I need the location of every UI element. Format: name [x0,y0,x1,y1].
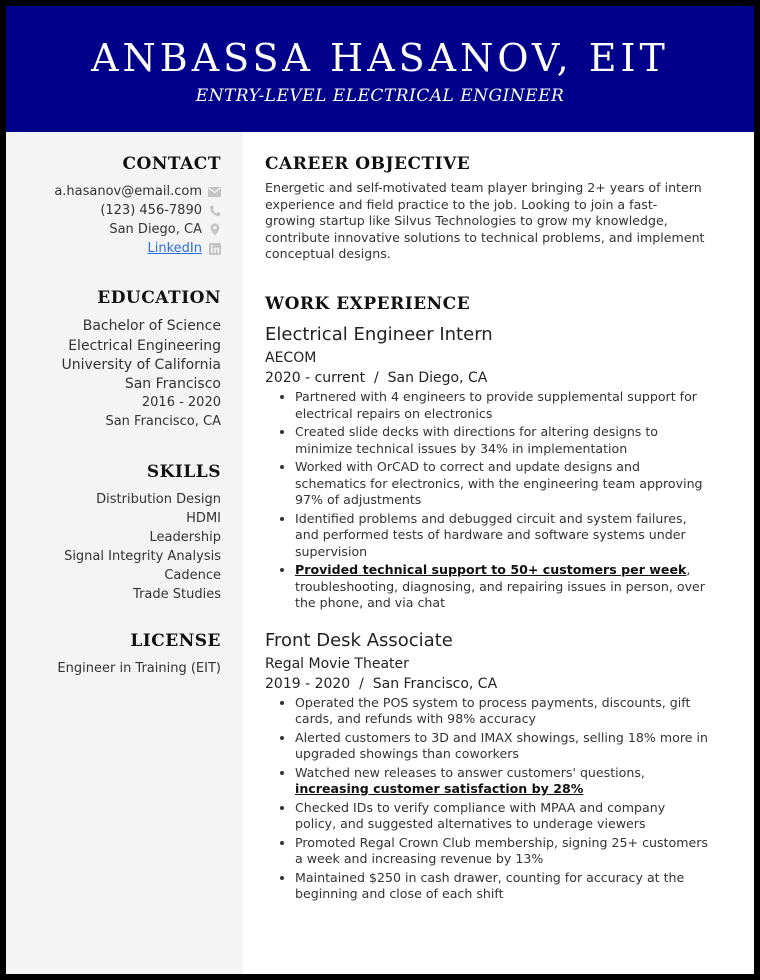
job-bullets [265,695,710,903]
location-line [11,220,221,239]
contact-heading: CONTACT [122,154,221,174]
school-line2: San Francisco [124,376,221,392]
job-title: Electrical Engineer Intern [265,324,493,345]
objective-text: Energetic and self-motivated team player bringing 2+ years of intern experience and field practice to the job. Looking to join a fast-growing startup like Silvus Technologies to grow my knowledge, contribute innovative solutions to technical problems, and implement conceptual designs. [265,180,705,261]
job-bullet: • Alerted customers to 3D and IMAX showings, selling 18% more in upgraded showings than coworkers [295,730,710,763]
job-entry [265,630,710,903]
job-bullet [295,562,710,612]
sidebar [6,132,243,974]
email-text[interactable]: a.hasanov@email.com [54,184,202,199]
map-pin-icon [208,223,221,236]
skill-item: Distribution Design [96,492,221,507]
work-heading: WORK EXPERIENCE [265,294,471,314]
skill-item: Leadership [149,530,221,545]
job-bullets [265,389,710,612]
degree: Bachelor of Science [82,318,221,334]
linkedin-link[interactable]: LinkedIn [147,241,202,256]
skill-item: Signal Integrity Analysis [64,549,221,564]
envelope-icon [208,185,221,198]
education-location: San Francisco, CA [105,414,221,429]
job-bullet: • Maintained $250 in cash drawer, counting for accuracy at the beginning and close of each shift [295,870,710,903]
linkedin-icon [208,242,221,255]
license-section [11,631,221,678]
contact-section [11,154,221,258]
email-line [11,182,221,201]
job-entry [265,324,710,612]
location-text: San Diego, CA [109,222,202,237]
job-dates: 2020 - current / San Diego, CA [265,370,488,386]
school-line1: University of California [61,357,221,373]
bullet-highlight: increasing customer satisfaction by 28% [295,781,584,796]
bullet-text: , troubleshooting, diagnosing, and repairing issues in person, over the phone, and via chat [295,562,705,610]
job-bullet: • Created slide decks with directions for altering designs to minimize technical issues by 34% in implementation [295,424,710,457]
objective-heading: CAREER OBJECTIVE [265,154,471,174]
job-bullet: • Checked IDs to verify compliance with MPAA and company policy, and suggested alternatives to underage viewers [295,800,710,833]
work-experience-section [265,294,710,905]
education-heading: EDUCATION [97,288,221,308]
job-company: Regal Movie Theater [265,655,409,672]
candidate-name: ANBASSA HASANOV, EIT [91,36,669,80]
job-bullet [295,765,710,798]
job-bullet: • Promoted Regal Crown Club membership, signing 25+ customers a week and increasing revenue by 13% [295,835,710,868]
skill-item: Cadence [164,568,221,583]
job-title: Front Desk Associate [265,629,453,651]
phone-line [11,201,221,220]
job-dates: 2019 - 2020 / San Francisco, CA [265,675,498,692]
job-bullet: • Partnered with 4 engineers to provide supplemental support for electrical repairs on electronics [295,389,710,422]
skill-item: HDMI [186,511,221,526]
objective-section [265,154,705,263]
license-item: Engineer in Training (EIT) [57,661,221,676]
license-heading: LICENSE [130,631,221,651]
job-bullet: • Identified problems and debugged circuit and system failures, and performed tests of hardware and software systems under supervision [295,511,710,561]
education-years: 2016 - 2020 [141,395,221,410]
job-bullet: • Operated the POS system to process payments, discounts, gift cards, and refunds with 98% accuracy [295,695,710,728]
bullet-text: Watched new releases to answer customers' questions, [295,764,645,780]
skill-item: Trade Studies [133,587,221,602]
skills-section [11,462,221,604]
resume-header [6,6,754,132]
resume-page [6,6,754,974]
skills-heading: SKILLS [146,462,221,482]
education-section [11,288,221,431]
phone-text[interactable]: (123) 456-7890 [100,203,202,218]
job-company: AECOM [265,350,317,366]
bullet-highlight: Provided technical support to 50+ customers per week [295,562,687,577]
linkedin-line [11,239,221,258]
phone-icon [208,204,221,217]
job-bullet: • Worked with OrCAD to correct and update designs and schematics for electronics, with the engineering team approving 97% of adjustments [295,459,710,509]
major: Electrical Engineering [68,338,221,354]
candidate-title: ENTRY-LEVEL ELECTRICAL ENGINEER [195,86,565,106]
